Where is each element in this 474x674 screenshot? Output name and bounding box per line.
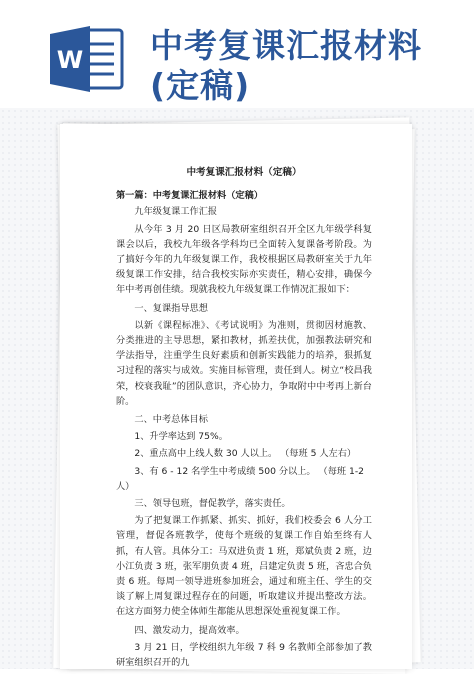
doc-paragraph: 3 月 21 日，学校组织九年级 7 科 9 名教师全部参加了教研室组织召开的九 [116,641,372,669]
doc-line: 2、重点高中上线人数 30 人以上。 （每班 5 人左右） [134,448,357,460]
doc-line: 四、激发动力，提高效率。 [134,624,245,636]
word-document-icon [48,24,126,94]
page-title: 中考复课汇报材料(定稿) [150,26,422,105]
doc-line: 三、领导包班，督促教学，落实责任。 [134,498,291,510]
document-content [116,160,372,673]
doc-paragraph: 从今年 3 月 20 日区局教研室组织召开全区九年级学科复课会以后，我校九年级各学科均已全面转入复课备考阶段。为了搞好今年的九年级复课工作，我校根据区局教研室关于九年级复课工作安排，结合我校实际亦实责任，精心安排，确保今年中考再创佳绩。现就我校九年级复课工作情况汇报如下： [116,223,372,296]
doc-line: 3、有 6 - 12 名学生中考成绩 500 分以上。 （每班 1-2 人） [116,465,364,492]
doc-line: 九年级复课工作汇报 [134,206,218,218]
doc-line: 1、升学率达到 75%。 [134,431,228,443]
header [0,0,474,108]
chapter-heading: 第一篇：中考复课汇报材料（定稿） [116,190,263,202]
doc-line: 一、复课指导思想 [134,302,208,314]
document-title: 中考复课汇报材料（定稿） [186,167,302,178]
word-icon-letter: W [56,46,84,74]
doc-line: 二、中考总体目标 [134,414,208,426]
doc-paragraph: 以新《课程标准》、《考试说明》为准则，贯彻因材施教、分类推进的主导思想，紧扣教材，抓差扶优，加强教法研究和学法指导，注重学生良好素质和创新实践能力的培养，狠抓复习过程的落实与成效。实施目标管理，责任到人。树立“校昌我荣，校衰我耻”的团队意识，齐心协力，争取附中中考再上新台阶。 [116,319,372,407]
doc-paragraph: 为了把复课工作抓紧、抓实、抓好，我们校委会 6 人分工管理，督促各班教学，使每个班级的复课工作自始至终有人抓，有人管。具体分工：马双进负责 1 班，郑斌负责 2 班，边小江负责 3 班，张军朋负责 4 班，吕建定负责 5 班，吝忠合负责 6 班。每周一领导进班参加班会，通过和班主任、学生的交谈了解上周复课过程存在的问题，听取建议并提出整改方法。在这方面努力使全体师生都能从思想深处重视复课工作。 [116,515,372,618]
